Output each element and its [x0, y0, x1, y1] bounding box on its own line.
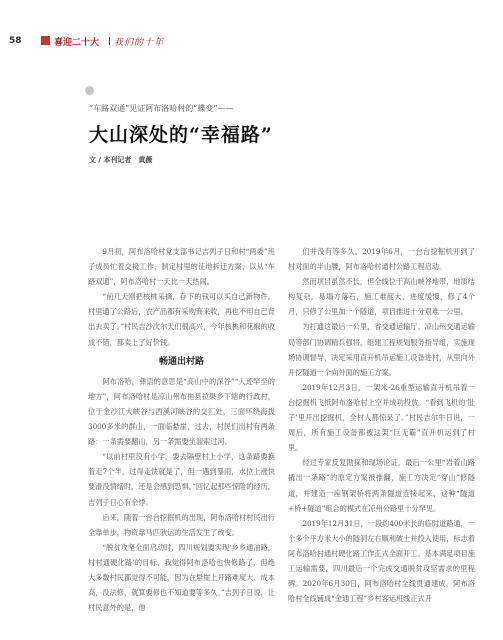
paragraph: 经过专家反复勘探和现场论证，最后一公里“岩着山路撬出一条路”的原定方案被推翻，施工方决定“穿山”修隧道，并建造一座钢架桥将两条隧道连接起来，这种“隧道+桥+隧道”组合的模式在凉州公路里十分罕见。 — [288, 458, 475, 513]
article-column-right — [288, 244, 475, 606]
section-subtitle: 我们的十年 — [114, 38, 165, 48]
decorative-dot-icon — [85, 86, 94, 95]
paragraph: “以前村里没有小学，要去隔壁村上小学，这条路要换着走7个半，过得走快就是了，但一遇到暴雨，水位上涨快要滑没情绪时，还是会感到恐惧。”回忆起那些惊险的经历，吉列子日心有余悸。 — [88, 452, 275, 507]
page-number: 58 — [9, 36, 22, 46]
section-marker-icon — [41, 36, 50, 45]
section-heading: 畅通出村路 — [158, 356, 204, 367]
article-byline: 文 / 本刊记者 黄薇 — [89, 156, 153, 164]
paragraph: 们并没有等多久。2019年6月，一台台挖掘机开到了村对面的半山腰，阿布洛哈村通村公路工程启动。 — [288, 247, 475, 272]
paragraph: 阿布洛哈，彝语的意思是“高山中的深谷”“人迹罕至的地方”，阿布洛哈村是凉山州布拖县拉果乡下辖的行政村，位于金沙江大峡谷与西溪河峡谷的交汇处，三面环绕海拔3000多米的群山，一面临悬崖，过去，村民们出村有两条路：一条需要翻山，另一条需要坐溜索过河。 — [88, 376, 275, 447]
paragraph: 为打通这最后一公里，省交通运输厅、凉山州交通运输局等部门协调精兵强将，组建工程规划服务指导组，实施现场协调督导，决定采用直升机吊运施工设备进村，从里向外开挖隧道一个向外面的施工方案。 — [288, 322, 475, 377]
section-title: 喜迎二十大 — [54, 38, 100, 48]
paragraph: 9月初，阿布洛哈村党支部书记吉列子日和村“两委”班子成员忙着交接工作，制定村里的征地拆迁方案，以从“车路双通”，阿布洛哈村一天比一天热闹。 — [88, 247, 275, 287]
paragraph: “脱贫攻坚全面启动时，四川规划要实现‘乡乡通油路，村村通硬化路’的目标，我觉得阿布洛哈也快修路了，但绝大多数村民都觉得不可能，因为在悬崖上开路难度大、成本高，没法修，就算要修也不知道要等多久。”吉列子日说，让村民意外的是，他 — [88, 542, 275, 613]
paragraph: 2019年12月31日，一段约400米长的临时道路通，一个多个平方米大小的隧洞左右顺利破土并投入使用，标志着阿布洛哈村通村硬化路工作正式全面开工。基本满足项目施工运输需要，四川最后一个完成交通脱贫攻坚需求的里程碑。2020年6月30日，阿布洛哈村全线贯通建成，阿布洛哈村全线铺成“金通工程”乡村客运班线正式开 — [288, 518, 475, 604]
section-divider — [109, 37, 110, 45]
article-title: 大山深处的“幸福路” — [89, 124, 273, 146]
paragraph: 2019年12月3日，一架米-26重型运输直升机吊着一台挖掘机飞抵阿布洛哈村上空并成功投放。“看到飞机的‘肚子’里开出挖掘机，全村人都惊呆了。”村民吉尔牛日说，一周后，所有施工设备都被这架“巨无霸”直升机运到了村里。 — [288, 382, 475, 453]
paragraph: “前几天刚把核桃采摘，存下的钱可以买自己新物件，村里通了公路后，农产品都有采购商来收，再也不用自己背出去卖了。”村民吉沙次尔天们很高兴，今年核桃和花椒的收成不错，都卖上了好价钱。 — [88, 292, 275, 347]
page-header — [0, 0, 503, 60]
article-column-left — [88, 244, 275, 615]
paragraph: 然而项目虽然不长，但全线位于高山峡谷地带，地质结构复杂，易塌方落石，施工难度大，进度缓慢，修了4个月，只修了公里加一个隧道，项目推进十分艰难一公里。 — [288, 277, 475, 317]
paragraph: 后来，随着一台台挖掘机的出现，阿布洛哈村村民出行全靠单步，物资靠马匹驮运的生活发生了改变。 — [88, 512, 275, 537]
article-kicker: “车路双通”见证阿布洛哈村的“蝶变”—— — [89, 104, 234, 113]
